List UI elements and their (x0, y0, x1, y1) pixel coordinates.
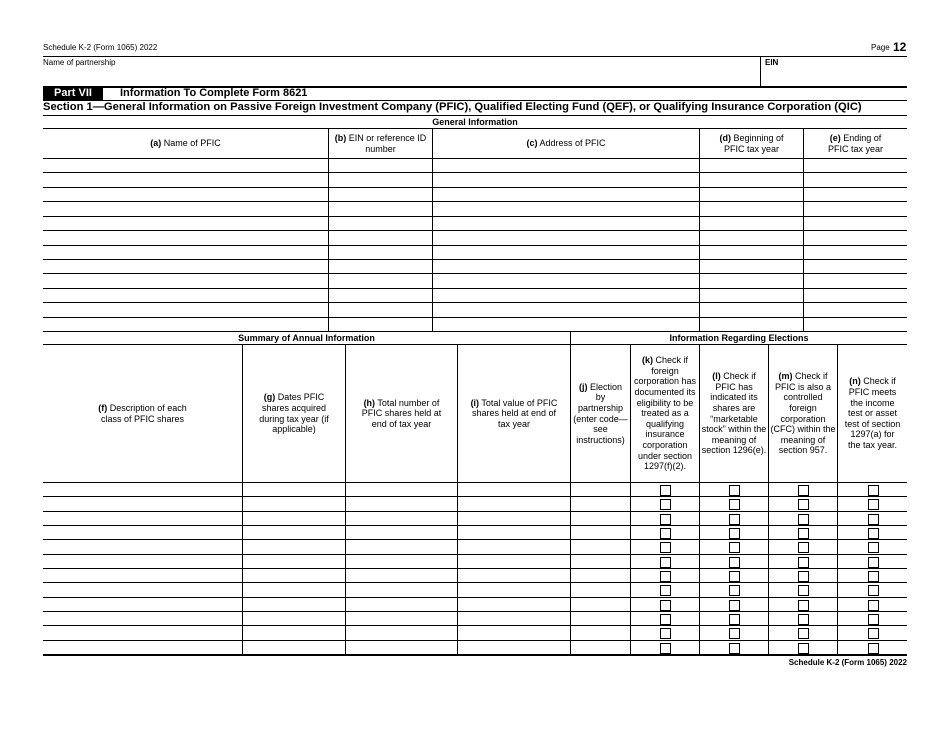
annual-info-cell[interactable] (346, 540, 457, 553)
annual-info-cell[interactable] (43, 583, 242, 596)
lower-col-divider (699, 344, 700, 654)
col-g-header: (g) Dates PFIC shares acquired during tax year (if applicable) (259, 392, 329, 435)
partnership-name-label: Name of partnership (43, 58, 116, 67)
ein-field[interactable] (765, 70, 905, 84)
general-info-cell[interactable] (804, 217, 907, 230)
annual-info-cell[interactable] (458, 612, 570, 625)
annual-info-cell[interactable] (346, 526, 457, 539)
general-info-cell[interactable] (329, 274, 432, 287)
election-checkbox[interactable] (729, 614, 740, 625)
general-info-cell[interactable] (804, 246, 907, 259)
annual-info-cell[interactable] (346, 598, 457, 611)
col-k-header: (k) Check if foreign corporation has documented its eligibility to be treated as a qualifying insurance corporation under section 1297(f)(2). (633, 355, 697, 472)
general-info-cell[interactable] (433, 289, 699, 302)
general-info-cell[interactable] (700, 274, 803, 287)
election-checkbox[interactable] (798, 499, 809, 510)
general-info-cell[interactable] (43, 217, 328, 230)
general-info-cell[interactable] (433, 303, 699, 316)
col-c-header: (c) Address of PFIC (526, 138, 606, 148)
col-f-header: (f) Description of each class of PFIC shares (98, 402, 187, 424)
election-checkbox[interactable] (868, 628, 879, 639)
page-number: 12 (893, 40, 907, 54)
annual-info-cell[interactable] (571, 612, 630, 625)
election-checkbox[interactable] (660, 585, 671, 596)
col-j-header: (j) Election by partnership (enter code—see instructions) (573, 381, 628, 445)
annual-info-cell[interactable] (243, 598, 345, 611)
annual-info-cell[interactable] (346, 497, 457, 510)
general-info-cell[interactable] (804, 318, 907, 331)
annual-info-cell[interactable] (458, 598, 570, 611)
general-info-cell[interactable] (43, 289, 328, 302)
general-info-cell[interactable] (700, 289, 803, 302)
annual-info-cell[interactable] (458, 626, 570, 639)
annual-info-cell[interactable] (346, 483, 457, 496)
election-checkbox[interactable] (798, 528, 809, 539)
general-info-cell[interactable] (433, 246, 699, 259)
election-checkbox[interactable] (798, 585, 809, 596)
col-m-header: (m) Check if PFIC is also a controlled foreign corporation (CFC) within the meaning of section 957. (770, 371, 836, 456)
general-info-cell[interactable] (804, 274, 907, 287)
elections-caption: Information Regarding Elections (669, 333, 809, 343)
general-info-cell[interactable] (433, 173, 699, 186)
annual-info-cell[interactable] (458, 555, 570, 568)
general-info-cell[interactable] (433, 159, 699, 172)
general-info-cell[interactable] (804, 173, 907, 186)
election-checkbox[interactable] (868, 499, 879, 510)
election-checkbox[interactable] (729, 557, 740, 568)
election-checkbox[interactable] (868, 571, 879, 582)
election-checkbox[interactable] (660, 528, 671, 539)
col-a-header: (a) Name of PFIC (150, 138, 221, 148)
general-info-cell[interactable] (700, 246, 803, 259)
general-info-cell[interactable] (329, 246, 432, 259)
general-info-cell[interactable] (433, 217, 699, 230)
annual-info-cell[interactable] (243, 569, 345, 582)
annual-info-cell[interactable] (458, 497, 570, 510)
col-n-header: (n) Check if PFIC meets the income test or asset test of section 1297(a) for the tax year. (844, 376, 901, 450)
annual-info-cell[interactable] (43, 483, 242, 496)
annual-info-cell[interactable] (458, 483, 570, 496)
election-checkbox[interactable] (868, 600, 879, 611)
general-info-cell[interactable] (43, 188, 328, 201)
annual-info-cell[interactable] (458, 540, 570, 553)
section-title: Section 1—General Information on Passive Foreign Investment Company (PFIC), Qualified Electing Fund (QEF), or Qualifying Insurance Corporation (QIC) (43, 101, 862, 113)
election-checkbox[interactable] (798, 542, 809, 553)
annual-info-cell[interactable] (346, 569, 457, 582)
annual-info-cell[interactable] (571, 555, 630, 568)
general-info-cell[interactable] (700, 202, 803, 215)
general-info-cell[interactable] (700, 231, 803, 244)
general-info-cell[interactable] (329, 303, 432, 316)
annual-info-cell[interactable] (43, 612, 242, 625)
election-checkbox[interactable] (729, 628, 740, 639)
annual-info-cell[interactable] (571, 540, 630, 553)
general-info-cell[interactable] (804, 231, 907, 244)
annual-info-cell[interactable] (43, 497, 242, 510)
annual-info-cell[interactable] (43, 540, 242, 553)
election-checkbox[interactable] (729, 528, 740, 539)
general-info-cell[interactable] (433, 188, 699, 201)
election-checkbox[interactable] (660, 557, 671, 568)
annual-info-cell[interactable] (458, 512, 570, 525)
annual-info-cell[interactable] (43, 626, 242, 639)
election-checkbox[interactable] (729, 485, 740, 496)
general-info-cell[interactable] (433, 274, 699, 287)
annual-info-cell[interactable] (458, 569, 570, 582)
general-info-cell[interactable] (804, 188, 907, 201)
general-info-cell[interactable] (433, 260, 699, 273)
annual-info-cell[interactable] (43, 598, 242, 611)
election-checkbox[interactable] (868, 528, 879, 539)
annual-info-cell[interactable] (571, 483, 630, 496)
general-info-cell[interactable] (329, 260, 432, 273)
election-checkbox[interactable] (660, 628, 671, 639)
annual-info-cell[interactable] (458, 526, 570, 539)
lower-col-divider (630, 344, 631, 654)
election-checkbox[interactable] (798, 571, 809, 582)
election-checkbox[interactable] (798, 485, 809, 496)
general-info-cell[interactable] (804, 159, 907, 172)
election-checkbox[interactable] (729, 571, 740, 582)
general-info-cell[interactable] (700, 159, 803, 172)
election-checkbox[interactable] (798, 557, 809, 568)
general-info-cell[interactable] (804, 202, 907, 215)
general-info-cell[interactable] (433, 318, 699, 331)
annual-summary-caption: Summary of Annual Information (238, 333, 375, 343)
annual-info-cell[interactable] (43, 569, 242, 582)
annual-info-cell[interactable] (346, 641, 457, 654)
annual-info-cell[interactable] (571, 641, 630, 654)
election-checkbox[interactable] (729, 514, 740, 525)
general-info-cell[interactable] (433, 202, 699, 215)
general-info-cell[interactable] (329, 217, 432, 230)
general-info-cell[interactable] (329, 202, 432, 215)
col-l-header: (l) Check if PFIC has indicated its shares are “marketable stock” within the meaning of section 1296(e). (701, 371, 767, 456)
lower-col-divider (768, 344, 769, 654)
general-info-cell[interactable] (329, 188, 432, 201)
ein-divider (760, 56, 761, 86)
annual-info-cell[interactable] (458, 641, 570, 654)
annual-info-cell[interactable] (243, 526, 345, 539)
annual-info-cell[interactable] (571, 626, 630, 639)
annual-info-cell[interactable] (43, 526, 242, 539)
annual-info-cell[interactable] (571, 526, 630, 539)
col-d-header: (d) Beginning of PFIC tax year (719, 132, 784, 154)
election-checkbox[interactable] (868, 557, 879, 568)
general-info-cell[interactable] (43, 159, 328, 172)
general-info-cell[interactable] (700, 188, 803, 201)
election-checkbox[interactable] (868, 514, 879, 525)
election-checkbox[interactable] (798, 628, 809, 639)
election-checkbox[interactable] (868, 643, 879, 654)
general-info-cell[interactable] (43, 260, 328, 273)
page-label: Page (871, 43, 890, 52)
election-checkbox[interactable] (729, 499, 740, 510)
general-info-cell[interactable] (804, 303, 907, 316)
general-info-cell[interactable] (329, 231, 432, 244)
header-rule (43, 56, 907, 57)
general-info-cell[interactable] (43, 173, 328, 186)
election-checkbox[interactable] (729, 600, 740, 611)
election-checkbox[interactable] (660, 499, 671, 510)
election-checkbox[interactable] (660, 571, 671, 582)
col-e-header: (e) Ending of PFIC tax year (827, 132, 883, 154)
annual-info-cell[interactable] (346, 512, 457, 525)
part-title: Information To Complete Form 8621 (120, 87, 308, 99)
annual-info-cell[interactable] (571, 569, 630, 582)
general-info-cell[interactable] (43, 231, 328, 244)
general-info-cell[interactable] (433, 231, 699, 244)
general-info-cell[interactable] (329, 318, 432, 331)
general-info-cell[interactable] (329, 289, 432, 302)
election-checkbox[interactable] (798, 600, 809, 611)
annual-info-cell[interactable] (243, 483, 345, 496)
general-info-caption: General Information (432, 117, 518, 127)
general-info-cell[interactable] (700, 173, 803, 186)
annual-info-cell[interactable] (243, 641, 345, 654)
part-badge: Part VII (43, 87, 103, 100)
general-info-cell[interactable] (43, 246, 328, 259)
form-id-footer: Schedule K-2 (Form 1065) 2022 (788, 658, 907, 667)
general-info-cell[interactable] (329, 159, 432, 172)
general-info-cell[interactable] (700, 303, 803, 316)
election-checkbox[interactable] (660, 643, 671, 654)
general-info-cell[interactable] (700, 318, 803, 331)
general-info-cell[interactable] (329, 173, 432, 186)
annual-info-cell[interactable] (346, 583, 457, 596)
annual-info-cell[interactable] (43, 641, 242, 654)
annual-info-cell[interactable] (346, 626, 457, 639)
partnership-name-field[interactable] (44, 70, 756, 84)
general-info-cell[interactable] (43, 274, 328, 287)
general-info-cell[interactable] (43, 202, 328, 215)
annual-info-cell[interactable] (243, 583, 345, 596)
election-checkbox[interactable] (660, 600, 671, 611)
election-checkbox[interactable] (798, 614, 809, 625)
election-checkbox[interactable] (660, 542, 671, 553)
election-checkbox[interactable] (798, 643, 809, 654)
election-checkbox[interactable] (660, 614, 671, 625)
lower-col-divider (837, 344, 838, 654)
annual-info-cell[interactable] (243, 540, 345, 553)
annual-info-cell[interactable] (458, 583, 570, 596)
annual-info-cell[interactable] (243, 555, 345, 568)
election-checkbox[interactable] (729, 542, 740, 553)
general-info-cell[interactable] (700, 260, 803, 273)
election-checkbox[interactable] (729, 585, 740, 596)
col-h-header: (h) Total number of PFIC shares held at end of tax year (361, 397, 442, 429)
annual-info-cell[interactable] (571, 598, 630, 611)
election-checkbox[interactable] (868, 614, 879, 625)
general-info-cell[interactable] (804, 289, 907, 302)
general-info-cell[interactable] (700, 217, 803, 230)
election-checkbox[interactable] (868, 485, 879, 496)
annual-info-cell[interactable] (243, 497, 345, 510)
annual-info-cell[interactable] (43, 512, 242, 525)
election-checkbox[interactable] (798, 514, 809, 525)
col-b-header: (b) EIN or reference ID number (334, 132, 427, 154)
general-info-cell[interactable] (43, 318, 328, 331)
election-checkbox[interactable] (729, 643, 740, 654)
footer-rule (43, 654, 907, 656)
annual-info-cell[interactable] (243, 626, 345, 639)
election-checkbox[interactable] (660, 485, 671, 496)
ein-label: EIN (765, 58, 779, 67)
election-checkbox[interactable] (660, 514, 671, 525)
annual-info-cell[interactable] (243, 512, 345, 525)
election-checkbox[interactable] (868, 585, 879, 596)
annual-info-cell[interactable] (346, 612, 457, 625)
general-info-cell[interactable] (43, 303, 328, 316)
general-info-cell[interactable] (804, 260, 907, 273)
annual-info-cell[interactable] (346, 555, 457, 568)
annual-info-cell[interactable] (571, 497, 630, 510)
annual-info-cell[interactable] (571, 583, 630, 596)
col-i-header: (i) Total value of PFIC shares held at end of tax year (470, 397, 558, 429)
election-checkbox[interactable] (868, 542, 879, 553)
form-id-header: Schedule K-2 (Form 1065) 2022 (43, 43, 158, 52)
annual-info-cell[interactable] (243, 612, 345, 625)
annual-info-cell[interactable] (43, 555, 242, 568)
annual-info-cell[interactable] (571, 512, 630, 525)
